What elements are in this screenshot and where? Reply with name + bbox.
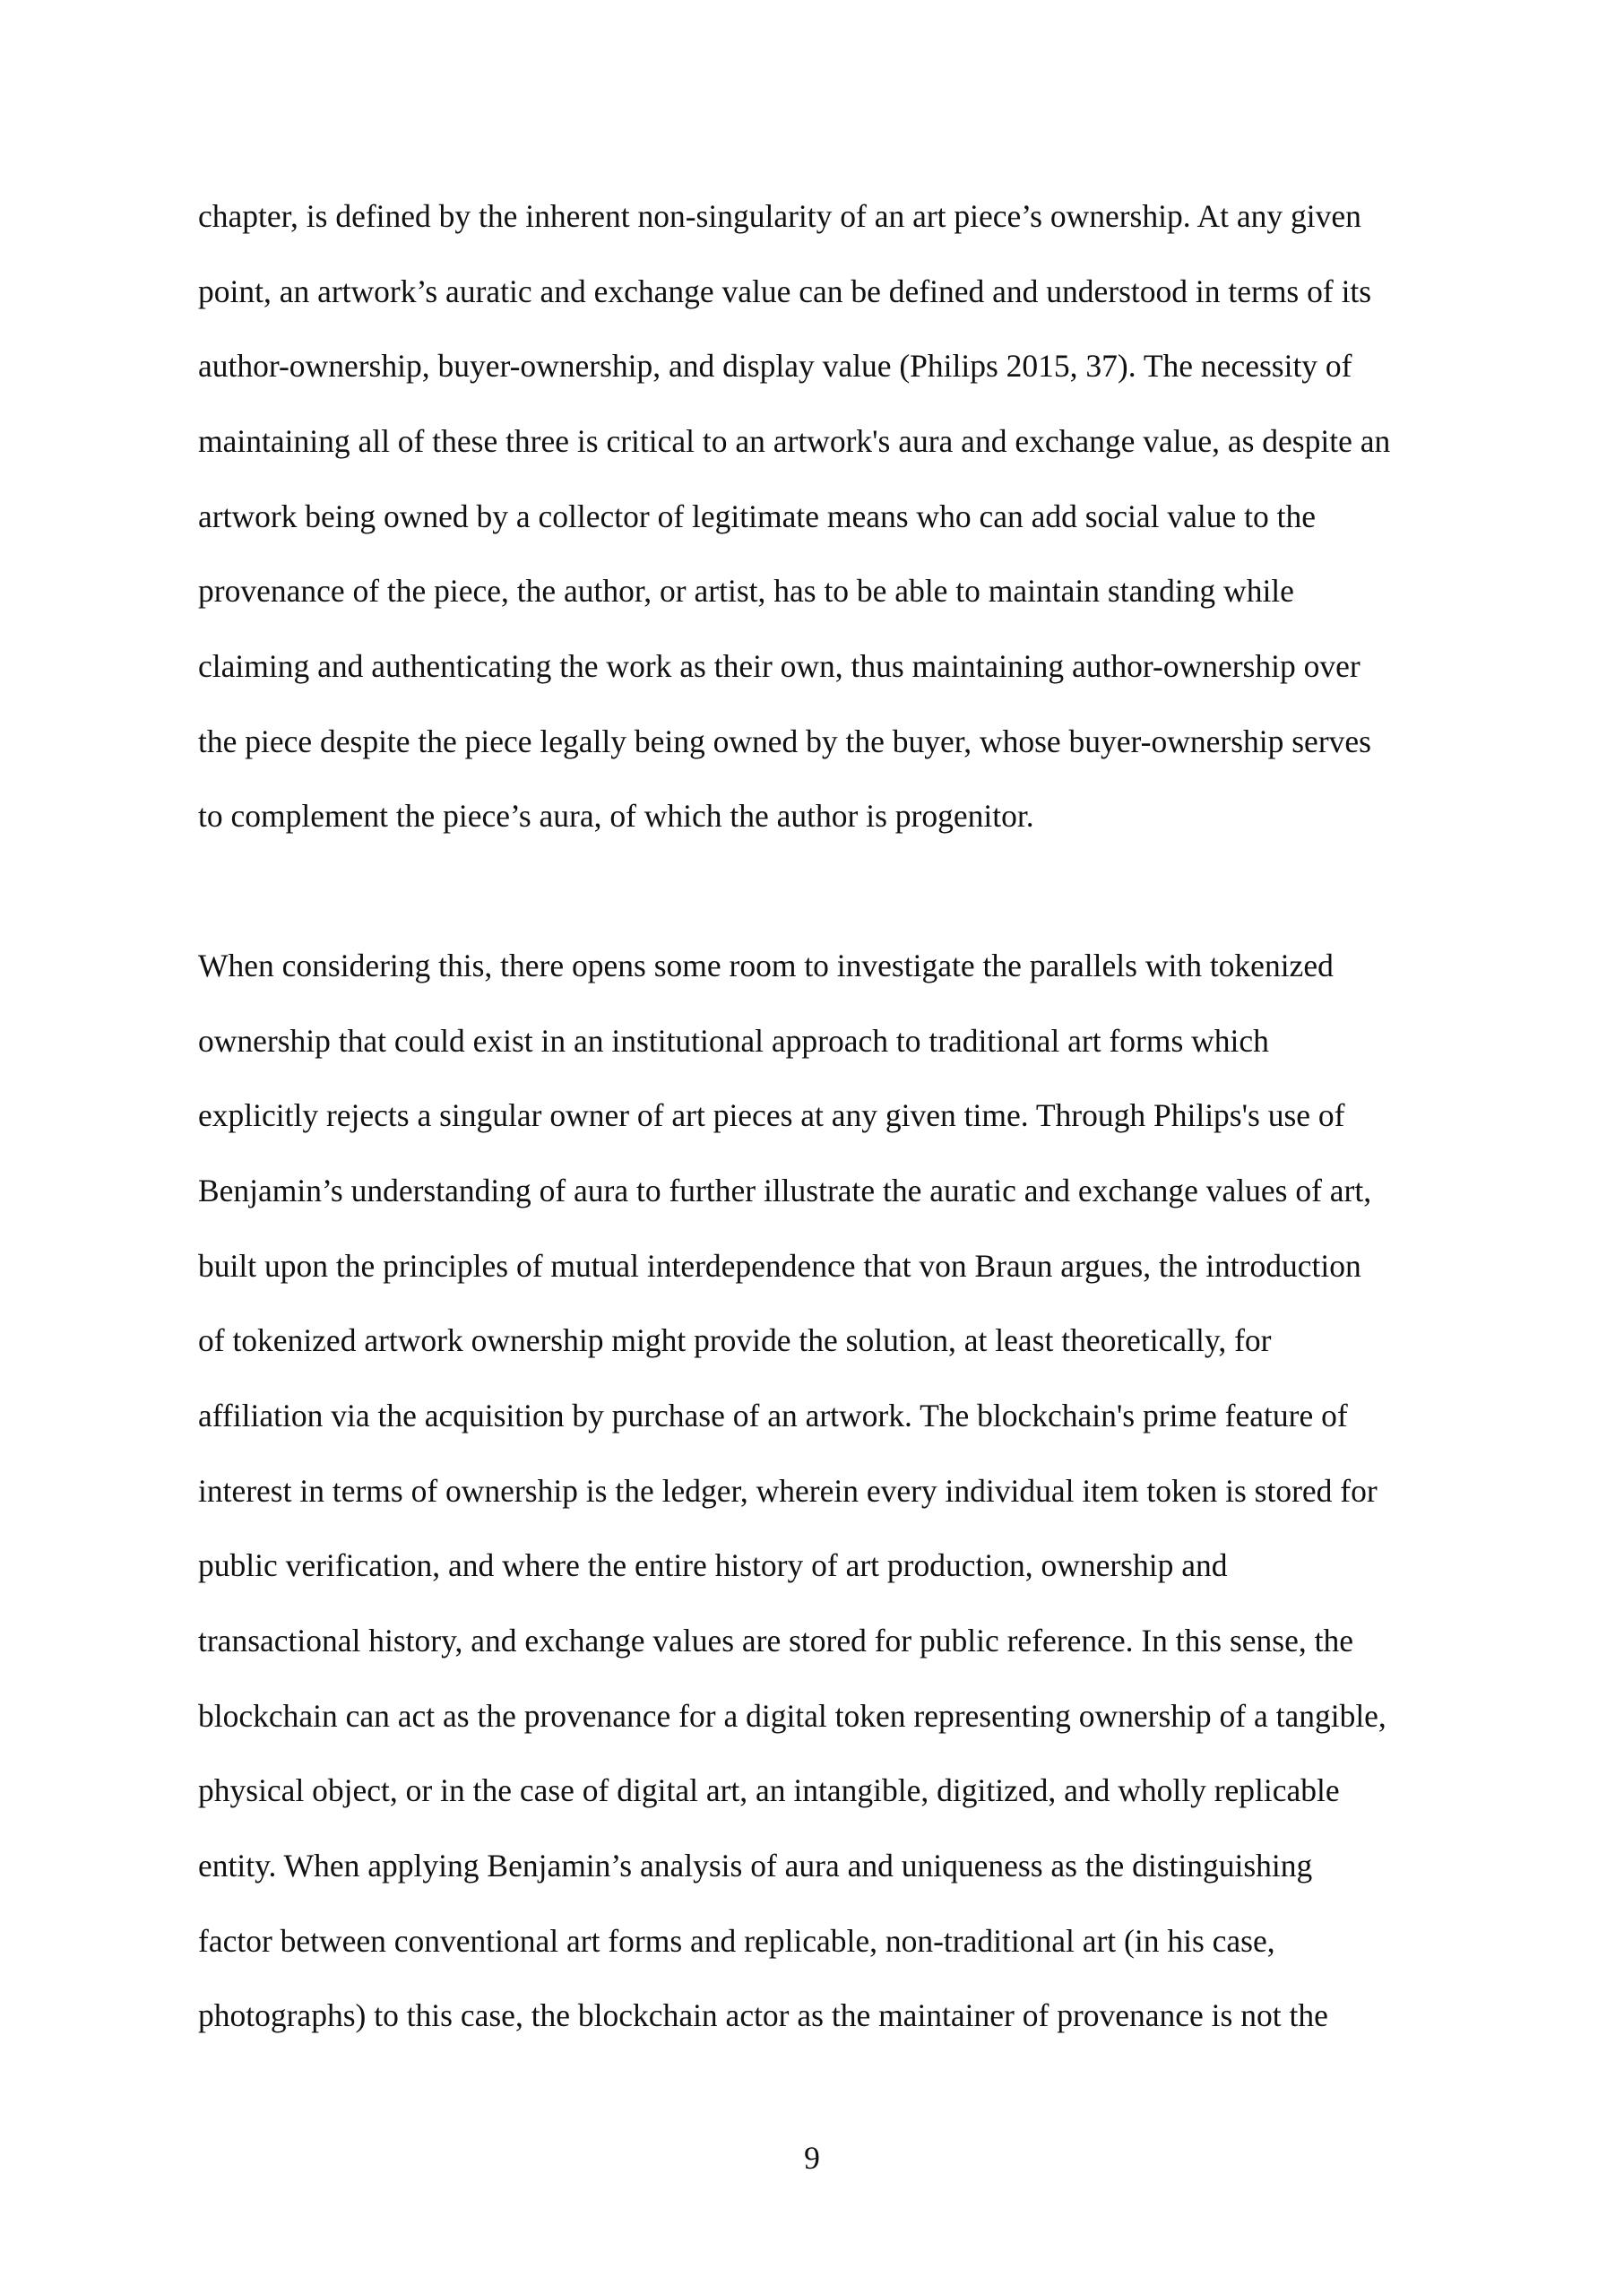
paragraph-line: built upon the principles of mutual interdependence that von Braun argues, the introduction: [198, 1248, 1361, 1284]
paragraph-line: ownership that could exist in an institutional approach to traditional art forms which: [198, 1023, 1269, 1059]
paragraph-line: the piece despite the piece legally being owned by the buyer, whose buyer-ownership serves: [198, 723, 1371, 759]
paragraph-line: transactional history, and exchange values are stored for public reference. In this sense, the: [198, 1623, 1353, 1658]
paragraph-line: public verification, and where the entire history of art production, ownership and: [198, 1547, 1228, 1583]
paragraph-line: entity. When applying Benjamin’s analysis of aura and uniqueness as the distinguishing: [198, 1848, 1313, 1884]
paragraph-line: When considering this, there opens some room to investigate the parallels with tokenized: [198, 948, 1334, 983]
paragraph-line: point, an artwork’s auratic and exchange value can be defined and understood in terms of its: [198, 273, 1372, 309]
paragraph-line: claiming and authenticating the work as their own, thus maintaining author-ownership over: [198, 648, 1361, 684]
paragraph-line: artwork being owned by a collector of legitimate means who can add social value to the: [198, 498, 1317, 534]
paragraph-line: interest in terms of ownership is the ledger, wherein every individual item token is stored for: [198, 1473, 1378, 1509]
paragraph-line: of tokenized artwork ownership might provide the solution, at least theoretically, for: [198, 1322, 1272, 1358]
paragraph-line: explicitly rejects a singular owner of art pieces at any given time. Through Philips's use of: [198, 1097, 1345, 1133]
paragraph-line: blockchain can act as the provenance for a digital token representing ownership of a tangible,: [198, 1698, 1386, 1734]
paragraph-line: affiliation via the acquisition by purchase of an artwork. The blockchain's prime feature of: [198, 1398, 1348, 1433]
paragraph-line: physical object, or in the case of digital art, an intangible, digitized, and wholly replicable: [198, 1772, 1340, 1808]
paragraph-line: maintaining all of these three is critical to an artwork's aura and exchange value, as despite an: [198, 423, 1391, 459]
page-number: 9: [804, 2140, 820, 2176]
paragraph-line: author-ownership, buyer-ownership, and display value (Philips 2015, 37). The necessity of: [198, 348, 1352, 384]
paragraph-line: Benjamin’s understanding of aura to further illustrate the auratic and exchange values of art,: [198, 1173, 1372, 1208]
paragraph-line: chapter, is defined by the inherent non-singularity of an art piece’s ownership. At any given: [198, 198, 1361, 234]
paragraph-line: provenance of the piece, the author, or artist, has to be able to maintain standing while: [198, 573, 1294, 609]
paragraph-line: photographs) to this case, the blockchain actor as the maintainer of provenance is not the: [198, 1997, 1328, 2033]
paragraph-line: factor between conventional art forms and replicable, non-traditional art (in his case,: [198, 1923, 1275, 1959]
paragraph-line: to complement the piece’s aura, of which the author is progenitor.: [198, 798, 1034, 834]
